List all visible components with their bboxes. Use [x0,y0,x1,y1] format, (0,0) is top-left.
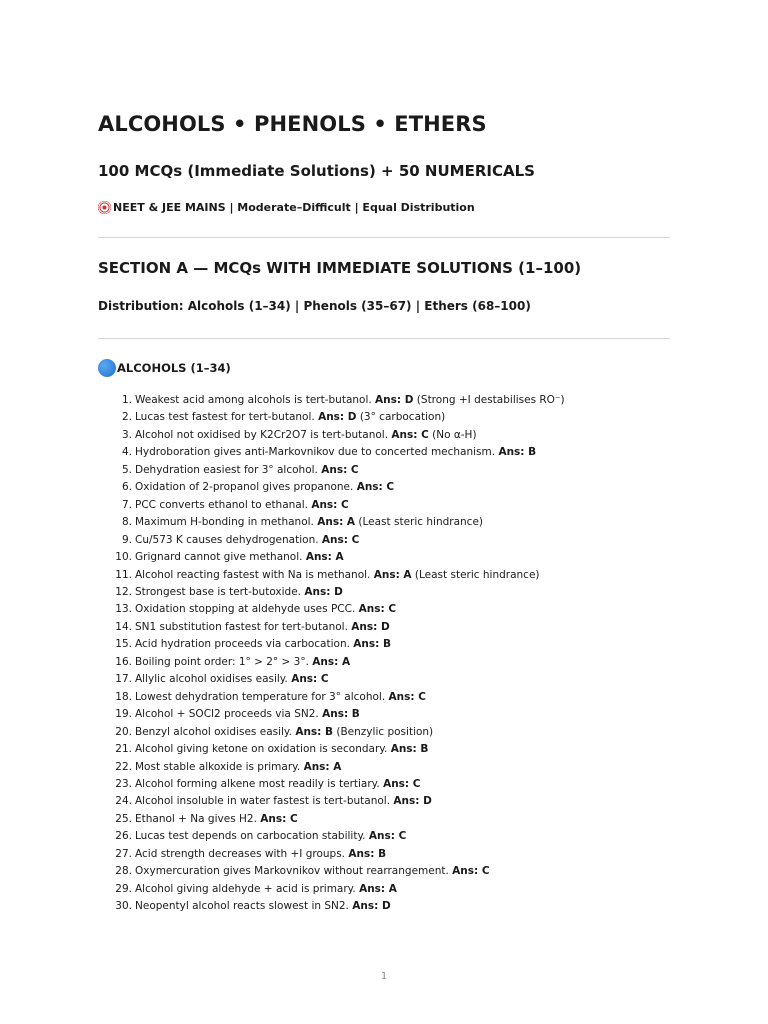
list-item [98,671,565,688]
question-number: 10. [115,551,132,564]
question-text: Acid hydration proceeds via carbocation. [135,638,354,651]
answer-label: Ans: B [353,638,391,651]
question-text: Benzyl alcohol oxidises easily. [135,725,296,738]
list-item [98,898,565,915]
answer-label: Ans: C [321,533,360,546]
list-item [98,793,565,810]
list-item [98,444,565,461]
question-text: Maximum H-bonding in methanol. [135,516,318,529]
subsection-heading [98,359,231,377]
list-item [98,619,565,636]
list-item [98,724,565,741]
answer-label: Ans: C [311,498,349,511]
question-text: Lucas test fastest for tert-butanol. [135,411,319,424]
tagline [98,201,475,214]
answer-label: Ans: D [375,394,414,406]
list-item [98,828,565,845]
answer-label: Ans: A [373,568,412,581]
answer-label: Ans: D [304,585,343,598]
question-text: Oxymercuration gives Markovnikov without rearrangement. [135,865,453,878]
tagline-text: NEET & JEE MAINS | Moderate–Difficult | Equal Distribution [113,201,475,214]
question-text: Oxidation stopping at aldehyde uses PCC. [135,603,359,616]
question-number: 11. [115,568,132,581]
answer-note: (Least steric hindrance) [411,568,540,581]
divider [98,237,670,238]
question-number: 4. [121,446,132,459]
question-text: Alcohol + SOCl2 proceeds via SN2. [135,708,323,721]
list-item [98,532,565,549]
page-number: 1 [380,971,388,982]
blue-circle-icon [98,359,116,377]
answer-label: Ans: C [291,673,329,686]
list-item [98,863,565,880]
question-text: Boiling point order: 1° > 2° > 3°. [135,655,313,668]
answer-label: Ans: A [359,882,397,895]
answer-label: Ans: C [321,463,359,476]
question-text: Oxidation of 2-propanol gives propanone. [135,481,357,494]
answer-label: Ans: A [317,516,356,529]
question-text: Neopentyl alcohol reacts slowest in SN2. [135,900,353,913]
question-text: Dehydration easiest for 3° alcohol. [135,463,322,476]
answer-label: Ans: C [391,428,429,441]
answer-note: (Least steric hindrance) [355,516,484,529]
question-number: 13. [115,603,132,616]
list-item [98,584,565,601]
question-number: 1. [121,394,132,406]
target-icon [98,201,111,214]
answer-label: Ans: C [368,830,407,843]
list-item [98,654,565,671]
question-text: Hydroboration gives anti-Markovnikov due to concerted mechanism. [135,446,499,459]
list-item [98,759,565,776]
list-item [98,689,565,706]
question-number: 5. [121,463,132,476]
question-number: 27. [115,847,132,860]
question-text: Alcohol giving aldehyde + acid is primary. [135,882,360,895]
answer-label: Ans: B [322,708,360,721]
section-heading: SECTION A — MCQs WITH IMMEDIATE SOLUTIONS (1–100) [98,259,582,277]
answer-label: Ans: B [498,446,537,459]
question-number: 17. [115,673,132,686]
list-item [98,409,565,426]
question-text: Weakest acid among alcohols is tert-butanol. [135,394,376,406]
answer-label: Ans: D [393,795,432,808]
question-number: 24. [115,795,132,808]
list-item [98,636,565,653]
list-item [98,392,565,409]
question-text: Lowest dehydration temperature for 3° alcohol. [135,690,389,703]
list-item [98,427,565,444]
question-text: Grignard cannot give methanol. [135,551,306,564]
list-item [98,567,565,584]
question-number: 25. [115,812,132,825]
answer-label: Ans: C [356,481,395,494]
answer-label: Ans: C [388,690,426,703]
question-number: 6. [121,481,132,494]
divider [98,338,670,339]
question-text: Alcohol not oxidised by K2Cr2O7 is tert-butanol. [135,428,392,441]
answer-label: Ans: B [390,743,429,756]
answer-label: Ans: A [305,551,344,564]
question-text: Most stable alkoxide is primary. [135,760,304,773]
question-text: PCC converts ethanol to ethanal. [135,498,312,511]
list-item [98,881,565,898]
list-item [98,776,565,793]
list-item [98,741,565,758]
question-number: 21. [115,743,132,756]
answer-label: Ans: C [452,865,490,878]
question-text: Ethanol + Na gives H2. [135,812,261,825]
question-number: 23. [115,777,132,790]
answer-note: (Strong +I destabilises RO⁻) [413,394,565,406]
list-item [98,601,565,618]
answer-label: Ans: C [358,603,397,616]
question-number: 18. [115,690,132,703]
answer-label: Ans: C [383,777,421,790]
question-number: 15. [115,638,132,651]
list-item [98,846,565,863]
list-item [98,706,565,723]
answer-note: (No α-H) [428,428,477,441]
question-number: 16. [115,655,132,668]
question-number: 20. [115,725,132,738]
mcq-list [98,392,565,916]
question-text: Allylic alcohol oxidises easily. [135,673,292,686]
question-number: 8. [121,516,132,529]
distribution-text: Distribution: Alcohols (1–34) | Phenols (35–67) | Ethers (68–100) [98,299,531,313]
question-number: 19. [115,708,132,721]
question-text: Strongest base is tert-butoxide. [135,585,305,598]
list-item [98,811,565,828]
question-number: 28. [115,865,132,878]
question-text: Cu/573 K causes dehydrogenation. [135,533,322,546]
question-text: Alcohol forming alkene most readily is tertiary. [135,777,384,790]
question-text: Lucas test depends on carbocation stability. [135,830,369,843]
answer-note: (3° carbocation) [356,411,446,424]
subsection-heading-text: ALCOHOLS (1–34) [117,361,231,375]
question-number: 7. [121,498,132,511]
answer-label: Ans: D [351,620,390,633]
question-number: 30. [115,900,132,913]
document-subtitle: 100 MCQs (Immediate Solutions) + 50 NUMERICALS [98,162,535,180]
question-number: 3. [121,428,132,441]
answer-label: Ans: C [260,812,298,825]
list-item [98,514,565,531]
answer-label: Ans: A [303,760,342,773]
question-number: 22. [115,760,132,773]
question-number: 29. [115,882,132,895]
question-number: 12. [115,585,132,598]
question-number: 9. [121,533,132,546]
question-text: Acid strength decreases with +I groups. [135,847,349,860]
answer-label: Ans: D [352,900,391,913]
answer-note: (Benzylic position) [333,725,434,738]
question-number: 14. [115,620,132,633]
question-text: Alcohol insoluble in water fastest is tert-butanol. [135,795,394,808]
list-item [98,497,565,514]
document-title: ALCOHOLS • PHENOLS • ETHERS [98,112,487,136]
answer-label: Ans: B [295,725,334,738]
answer-label: Ans: A [312,655,351,668]
question-text: Alcohol giving ketone on oxidation is secondary. [135,743,391,756]
question-text: SN1 substitution fastest for tert-butanol. [135,620,352,633]
answer-label: Ans: B [348,847,387,860]
question-number: 26. [115,830,132,843]
list-item [98,479,565,496]
question-text: Alcohol reacting fastest with Na is methanol. [135,568,374,581]
list-item [98,462,565,479]
question-number: 2. [121,411,132,424]
list-item [98,549,565,566]
answer-label: Ans: D [318,411,357,424]
